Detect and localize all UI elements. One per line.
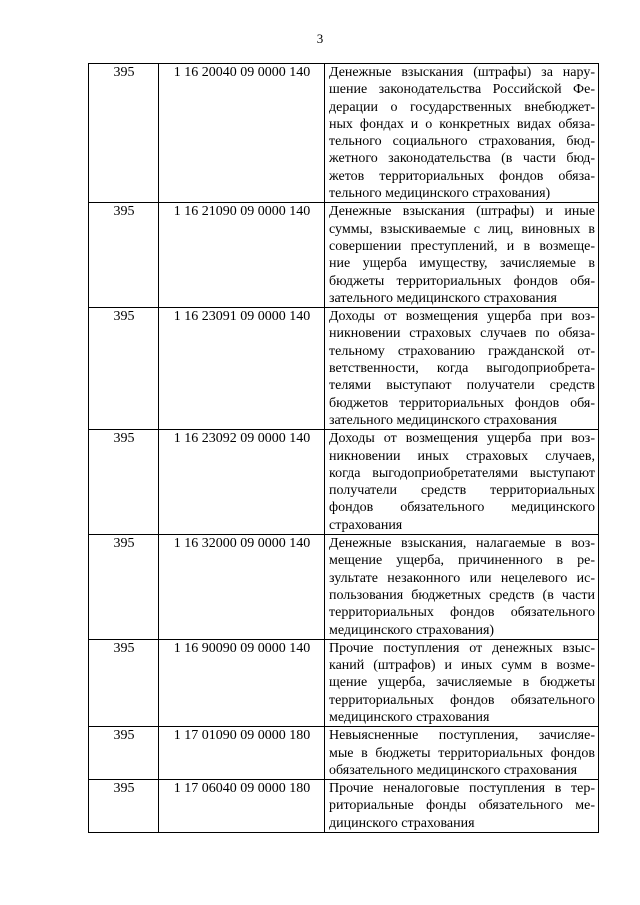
description-line: жетного законодательства (в части бюд- — [329, 151, 595, 167]
description-line: Невыясненные поступления, зачисляе- — [329, 728, 595, 744]
description-line: суммы, взыскиваемые с лиц, виновных в — [329, 221, 595, 237]
description-line: Денежные взыскания (штрафы) и иные — [329, 204, 595, 220]
description-line: жетов территориальных фондов обяза- — [329, 168, 595, 184]
admin-code-cell: 395 — [89, 430, 159, 535]
description-line: Денежные взыскания, налагаемые в воз- — [329, 536, 595, 552]
description-line: тельному страхованию гражданской от- — [329, 343, 595, 359]
admin-code-cell: 395 — [89, 780, 159, 833]
description-line: ветственности, когда выгодоприобрета- — [329, 361, 595, 377]
budget-code-cell: 1 16 20040 09 0000 140 — [159, 64, 325, 203]
description-cell — [325, 535, 599, 640]
description-line: бюджетов территориальных фондов обя- — [329, 395, 595, 411]
table-row — [89, 639, 599, 726]
description-line: телями выступают получатели средств — [329, 378, 595, 394]
description-line: Прочие неналоговые поступления в тер- — [329, 781, 595, 797]
budget-classification-table — [88, 63, 599, 833]
budget-code-cell: 1 17 01090 09 0000 180 — [159, 727, 325, 780]
description-line: зультате незаконного или нецелевого ис- — [329, 570, 595, 586]
description-line: страхования — [329, 517, 403, 533]
description-line: тельного медицинского страхования) — [329, 186, 551, 202]
description-line: ных фондах и о конкретных видах обяза- — [329, 116, 595, 132]
description-line: Денежные взыскания (штрафы) за нару- — [329, 65, 595, 80]
description-line: шение законодательства Российской Фе- — [329, 82, 595, 98]
budget-code-cell: 1 16 90090 09 0000 140 — [159, 639, 325, 726]
table-row — [89, 727, 599, 780]
description-cell — [325, 430, 599, 535]
description-line: бюджеты территориальных фондов обя- — [329, 273, 595, 289]
table-row — [89, 430, 599, 535]
description-cell — [325, 203, 599, 308]
description-line: зательного медицинского страхования — [329, 412, 557, 428]
description-line: никновении страховых случаев по обяза- — [329, 326, 595, 342]
budget-code-cell: 1 17 06040 09 0000 180 — [159, 780, 325, 833]
description-line: фондов обязательного медицинского — [329, 500, 595, 516]
admin-code-cell: 395 — [89, 308, 159, 430]
description-line: риториальные фонды обязательного ме- — [329, 798, 595, 814]
description-line: мые в бюджеты территориальных фондов — [329, 745, 595, 761]
table-row — [89, 535, 599, 640]
description-line: медицинского страхования — [329, 709, 490, 725]
description-cell — [325, 308, 599, 430]
description-line: Доходы от возмещения ущерба при воз- — [329, 431, 595, 447]
description-line: когда выгодоприобретателями выступают — [329, 465, 595, 481]
table-row — [89, 308, 599, 430]
description-line: медицинского страхования) — [329, 622, 495, 638]
description-line: щение ущерба, зачисляемые в бюджеты — [329, 675, 595, 691]
description-cell — [325, 780, 599, 833]
table-row — [89, 780, 599, 833]
description-line: тельного социального страхования, бюд- — [329, 134, 595, 150]
budget-code-cell: 1 16 32000 09 0000 140 — [159, 535, 325, 640]
admin-code-cell: 395 — [89, 203, 159, 308]
admin-code-cell: 395 — [89, 535, 159, 640]
admin-code-cell: 395 — [89, 727, 159, 780]
description-line: ние ущерба имуществу, зачисляемые в — [329, 256, 595, 272]
description-line: каний (штрафов) и иных сумм в возме- — [329, 658, 595, 674]
page-number: 3 — [316, 31, 324, 46]
admin-code-cell: 395 — [89, 64, 159, 203]
description-line: дерации о государственных внебюджет- — [329, 99, 595, 115]
description-line: пользования бюджетных средств (в части — [329, 587, 595, 603]
description-line: Прочие поступления от денежных взыс- — [329, 640, 595, 656]
description-line: зательного медицинского страхования — [329, 290, 557, 306]
table-row — [89, 203, 599, 308]
description-cell — [325, 639, 599, 726]
description-line: дицинского страхования — [329, 815, 475, 831]
budget-code-cell: 1 16 23091 09 0000 140 — [159, 308, 325, 430]
budget-code-cell: 1 16 21090 09 0000 140 — [159, 203, 325, 308]
description-line: никновении иных страховых случаев, — [329, 448, 595, 464]
description-line: обязательного медицинского страхования — [329, 762, 578, 778]
description-line: совершении преступлений, и в возмеще- — [329, 238, 595, 254]
budget-code-cell: 1 16 23092 09 0000 140 — [159, 430, 325, 535]
table-row — [89, 64, 599, 203]
description-line: территориальных фондов обязательного — [329, 605, 595, 621]
description-line: Доходы от возмещения ущерба при воз- — [329, 309, 595, 325]
description-line: получатели средств территориальных — [329, 483, 595, 499]
description-cell — [325, 727, 599, 780]
description-line: мещение ущерба, причиненного в ре- — [329, 553, 595, 569]
description-line: территориальных фондов обязательного — [329, 692, 595, 708]
admin-code-cell: 395 — [89, 639, 159, 726]
description-cell — [325, 64, 599, 203]
table-body — [89, 64, 599, 833]
